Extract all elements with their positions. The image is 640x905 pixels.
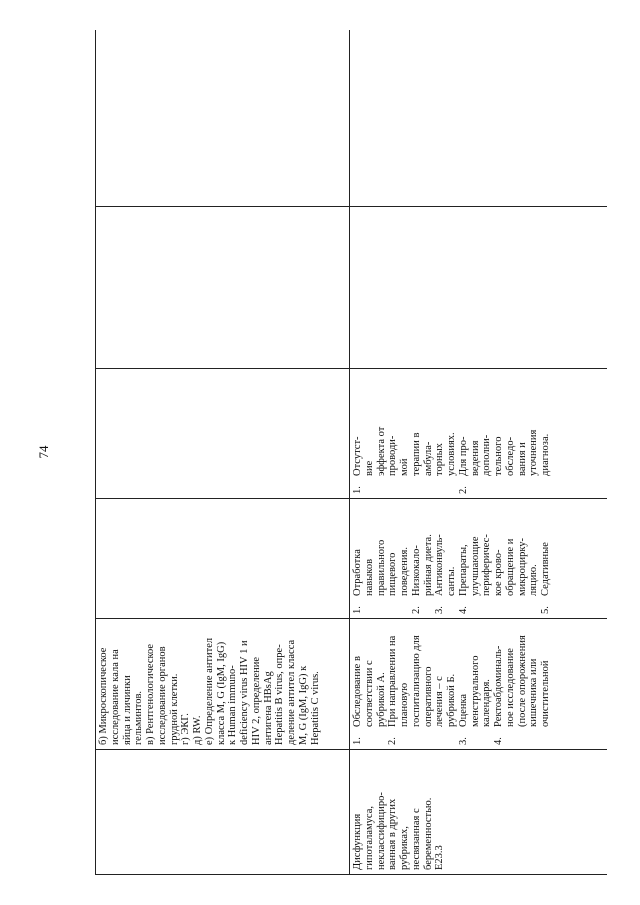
text-line: Hepatitis B virus, опре- — [274, 644, 286, 745]
text-line: б) Микроскопическое — [98, 647, 109, 745]
cell-diagnostics — [350, 619, 608, 750]
text-line: класса M, G (IgM, IgG) — [215, 641, 227, 745]
cell-empty — [96, 30, 350, 207]
text-line: д) RW. — [192, 715, 203, 745]
list-item: 3. Антиконвуль- санты. — [434, 534, 457, 614]
page-number: 74 — [36, 445, 51, 459]
list-item: 5. Седативные — [540, 542, 551, 614]
list-item: 4. Ректоабдоминаль- ное исследование (после опорожнения кишечника или очистительной — [493, 635, 551, 745]
rotated-page-content — [95, 30, 607, 875]
cell-notes-empty — [96, 369, 350, 499]
list-item: 4. Препараты, улучшающие периферичес- кое крово- обращение и микроцирку- ляцию. — [457, 534, 540, 614]
cell-diagnostics-continued — [96, 619, 350, 750]
landscape-table-wrapper — [95, 30, 607, 875]
text-line: E23.3 — [434, 845, 446, 870]
text-line: несвязанная с — [410, 808, 422, 870]
text-line: грудной клетки. — [168, 673, 180, 745]
list-item: 2. Для про- ведения дополни- тельного обследо- вания и уточнения диагноза. — [457, 429, 551, 494]
list-item: 2. При направлении на плановую госпитализацию для оперативного лечения – с рубрикой Б. — [387, 635, 457, 745]
cell-empty — [96, 207, 350, 369]
list-item: 1. Отсутст- вие эффекта от проводи- мой терапии в амбула- торных условиях. — [352, 426, 457, 494]
list-item: 1. Обследование в соответствии с рубрикой А. — [352, 656, 387, 745]
text-line: ванная в других — [387, 798, 399, 870]
text-line: к Human immuno- — [227, 665, 239, 745]
text-line: гипоталамуса, — [363, 806, 375, 870]
text-line: рубриках, — [399, 826, 410, 870]
list-item: 2. Низкокало- рийная диета. — [410, 534, 434, 614]
text-line: исследование органов — [156, 646, 168, 745]
text-line: deficiency virus HIV 1 и — [239, 640, 250, 745]
cell-empty — [350, 30, 608, 207]
table-row-continuation — [96, 30, 350, 875]
text-line: Hepatitis C virus. — [309, 671, 321, 745]
cell-treatment — [350, 499, 608, 619]
text-line: гельминтов. — [133, 690, 145, 745]
text-line: неклассифициро- — [375, 792, 387, 870]
text-line: исследование кала на — [109, 649, 121, 745]
text-line: г) ЭКГ. — [180, 713, 192, 745]
text-line: M, G (IgM, IgG) к — [297, 665, 309, 745]
cell-notes — [350, 369, 608, 499]
text-line: антигена HBsAg — [262, 671, 274, 745]
text-line: е) Определение антител — [203, 637, 215, 745]
text-line: HIV 2, определение — [250, 656, 262, 745]
cell-diagnosis-empty — [96, 750, 350, 875]
text-line: деление антител класса — [286, 639, 297, 745]
text-line: яйца и личинки — [121, 675, 133, 745]
cell-empty — [350, 207, 608, 369]
cell-diagnosis — [350, 750, 608, 875]
clinical-table — [95, 30, 607, 875]
cell-treatment-empty — [96, 499, 350, 619]
text-line: Дисфункция — [352, 813, 363, 870]
list-item: 1. Отработка навыков правильного пищевого поведения. — [352, 539, 410, 614]
text-line: беременностью. — [422, 797, 434, 870]
list-item: 3. Оценка менструального календаря. — [457, 655, 493, 745]
text-line: в) Рентгенологическое — [145, 643, 156, 745]
table-row-hypothalamic-dysfunction — [350, 30, 608, 875]
